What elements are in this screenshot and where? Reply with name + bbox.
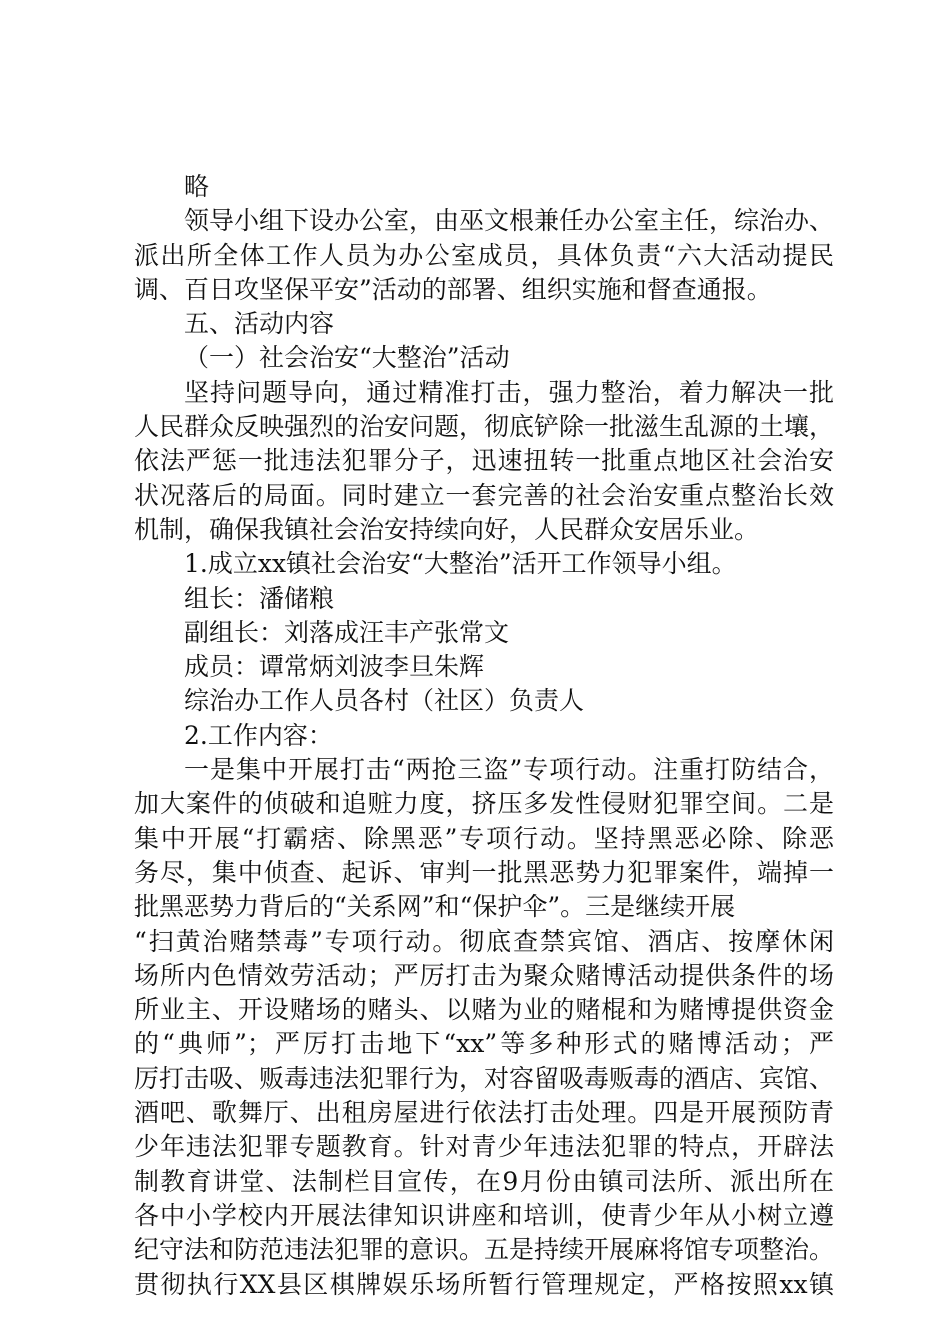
text-line: 纪守法和防范违法犯罪的意识。五是持续开展麻将馆专项整治。: [134, 1235, 835, 1265]
text-line: 坚持问题导向，通过精准打击，强力整治，着力解决一批: [184, 377, 834, 407]
text-line: 贯彻执行XX县区棋牌娱乐场所暂行管理规定，严格按照xx镇: [134, 1269, 834, 1299]
list-item: 2.工作内容：: [184, 720, 333, 750]
text-line: 副组长：刘落成汪丰产张常文: [184, 617, 510, 647]
text-line: 领导小组下设办公室，由巫文根兼任办公室主任，综治办、: [184, 206, 835, 236]
text-line: 状况落后的局面。同时建立一套完善的社会治安重点整治长效: [134, 480, 834, 510]
text-line: 加大案件的侦破和追赃力度，挤压多发性侵财犯罪空间。二是: [134, 789, 834, 819]
text-line: 综治办工作人员各村（社区）负责人: [184, 686, 585, 716]
text-line: 略: [184, 172, 210, 201]
section-heading: 五、活动内容: [184, 309, 335, 339]
text-line: 批黑恶势力背后的“关系网”和“保护伞”。三是继续开展: [134, 892, 736, 922]
text-line: 集中开展“打霸痞、除黑恶”专项行动。坚持黑恶必除、除恶: [134, 823, 834, 853]
document-body: [134, 170, 834, 1302]
text-line: 所业主、开设赌场的赌头、以赌为业的赌棍和为赌博提供资金: [134, 995, 834, 1025]
text-line: 派出所全体工作人员为办公室成员，具体负责“六大活动提民: [134, 240, 834, 270]
text-line: 的“典师”；严厉打击地下“xx”等多种形式的赌博活动；严: [134, 1029, 834, 1059]
text-line: 组长：潘储粮: [184, 583, 335, 613]
list-item: 1.成立xx镇社会治安“大整治”活开工作领导小组。: [184, 549, 737, 579]
text-line: 成员：谭常炳刘波李旦朱辉: [184, 652, 485, 682]
text-line: 场所内色情效劳活动；严厉打击为聚众赌博活动提供条件的场: [134, 960, 834, 990]
text-line: 酒吧、歌舞厅、出租房屋进行依法打击处理。四是开展预防青: [134, 1098, 834, 1128]
text-line: 调、百日攻坚保平安”活动的部署、组织实施和督查通报。: [134, 274, 772, 304]
text-line: “扫黄治赌禁毒”专项行动。彻底查禁宾馆、酒店、按摩休闲: [134, 926, 834, 956]
text-line: 制教育讲堂、法制栏目宣传，在9月份由镇司法所、派出所在: [134, 1166, 834, 1196]
text-line: 一是集中开展打击“两抢三盗”专项行动。注重打防结合，: [184, 755, 834, 785]
text-line: 人民群众反映强烈的治安问题，彻底铲除一批滋生乱源的土壤，: [134, 412, 835, 442]
subsection-heading: （一）社会治安“大整治”活动: [184, 343, 510, 373]
text-line: 厉打击吸、贩毒违法犯罪行为，对容留吸毒贩毒的酒店、宾馆、: [134, 1063, 835, 1093]
text-line: 少年违法犯罪专题教育。针对青少年违法犯罪的特点，开辟法: [134, 1132, 834, 1162]
text-line: 依法严惩一批违法犯罪分子，迅速扭转一批重点地区社会治安: [134, 446, 834, 476]
text-line: 机制，确保我镇社会治安持续向好，人民群众安居乐业。: [134, 514, 760, 544]
text-line: 各中小学校内开展法律知识讲座和培训，使青少年从小树立遵: [134, 1200, 834, 1230]
text-line: 务尽，集中侦查、起诉、审判一批黑恶势力犯罪案件，端掉一: [134, 857, 834, 887]
